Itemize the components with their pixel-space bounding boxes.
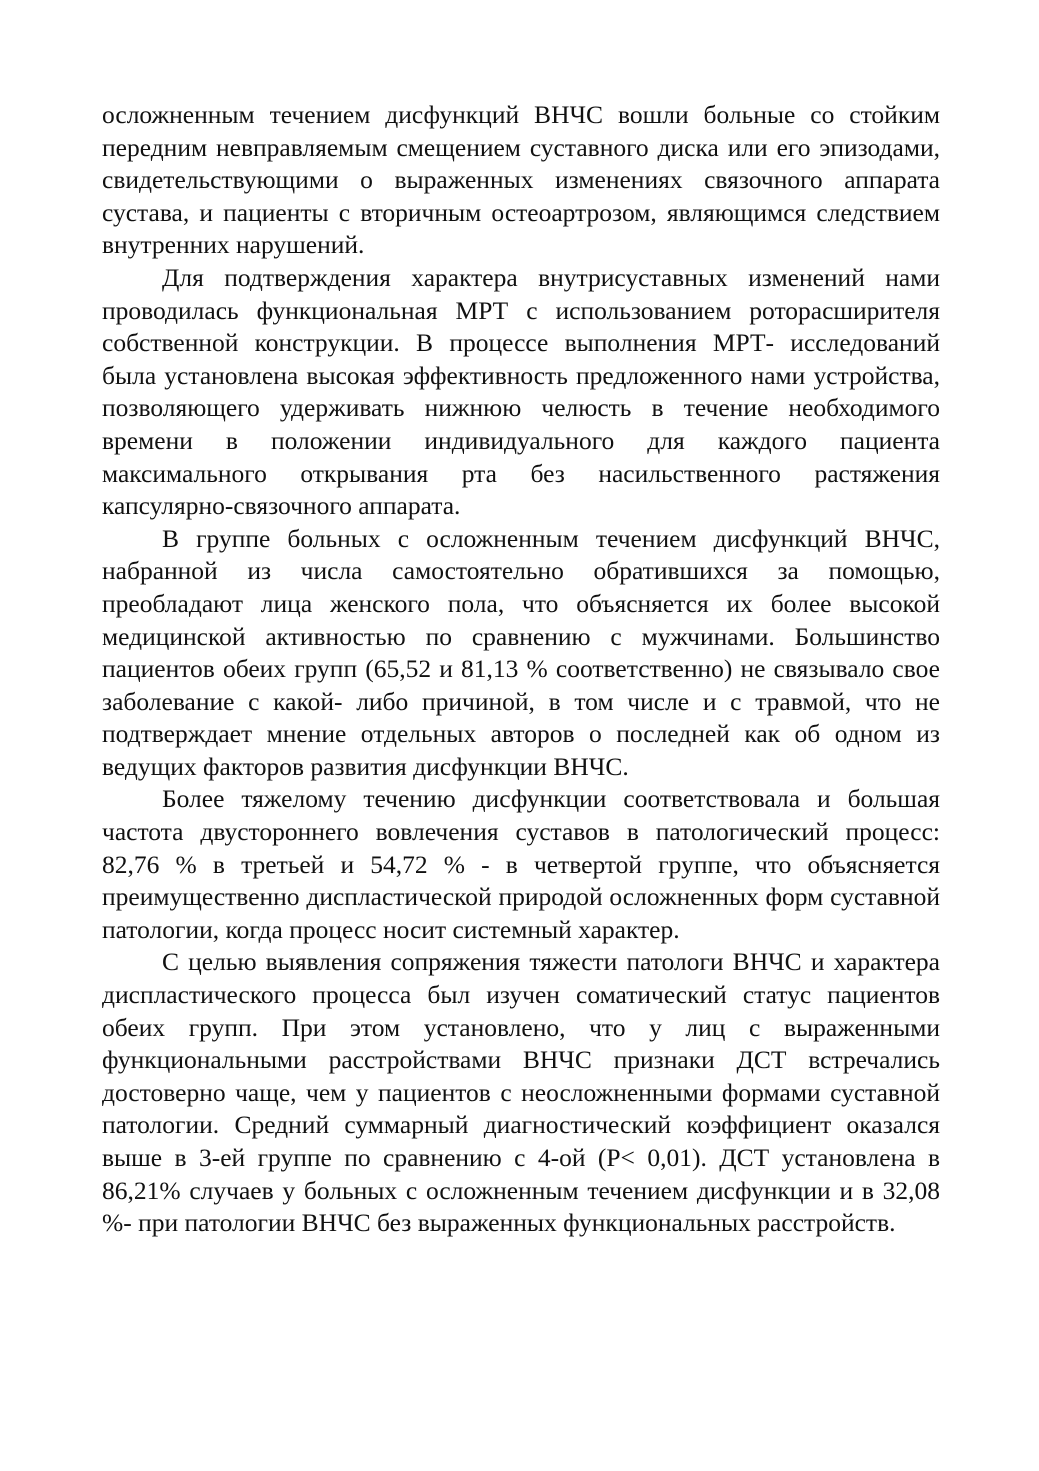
paragraph-4: Более тяжелому течению дисфункции соответствовала и большая частота двустороннего вовлечения суставов в патологический процесс: 82,76 % в третьей и 54,72 % - в четвертой группе, что объясняется преимущественно диспластической природой осложненных форм суставной патологии, когда процесс носит системный характер. bbox=[102, 784, 940, 944]
paragraph-2: Для подтверждения характера внутрисуставных изменений нами проводилась функциональная МРТ с использованием роторасширителя собственной конструкции. В процессе выполнения МРТ- исследований была установлена высокая эффективность предложенного нами устройства, позволяющего удерживать нижнюю челюсть в течение необходимого времени в положении индивидуального для каждого пациента максимального открывания рта без насильственного растяжения капсулярно-связочного аппарата. bbox=[102, 262, 940, 521]
document-page bbox=[102, 99, 940, 1240]
paragraph-5: С целью выявления сопряжения тяжести патологи ВНЧС и характера диспластического процесса был изучен соматический статус пациентов обеих групп. При этом установлено, что у лиц с выраженными функциональными расстройствами ВНЧС признаки ДСТ встречались достоверно чаще, чем у пациентов с неосложненными формами суставной патологии. Средний суммарный диагностический коэффициент оказался выше в 3-ей группе по сравнению с 4-ой (Р< 0,01). ДСТ установлена в 86,21% случаев у больных с осложненным течением дисфункции и в 32,08 %- при патологии ВНЧС без выраженных функциональных расстройств. bbox=[102, 947, 940, 1238]
paragraph-3: В группе больных с осложненным течением дисфункций ВНЧС, набранной из числа самостоятельно обратившихся за помощью, преобладают лица женского пола, что объясняется их более высокой медицинской активностью по сравнению с мужчинами. Большинство пациентов обеих групп (65,52 и 81,13 % соответственно) не связывало свое заболевание с какой- либо причиной, в том числе и с травмой, что не подтверждает мнение отдельных авторов о последней как об одном из ведущих факторов развития дисфункции ВНЧС. bbox=[102, 523, 940, 781]
paragraph-1: осложненным течением дисфункций ВНЧС вошли больные со стойким передним невправляемым смещением суставного диска или его эпизодами, свидетельствующими о выраженных изменениях связочного аппарата сустава, и пациенты с вторичным остеоартрозом, являющимся следствием внутренних нарушений. bbox=[102, 100, 940, 260]
